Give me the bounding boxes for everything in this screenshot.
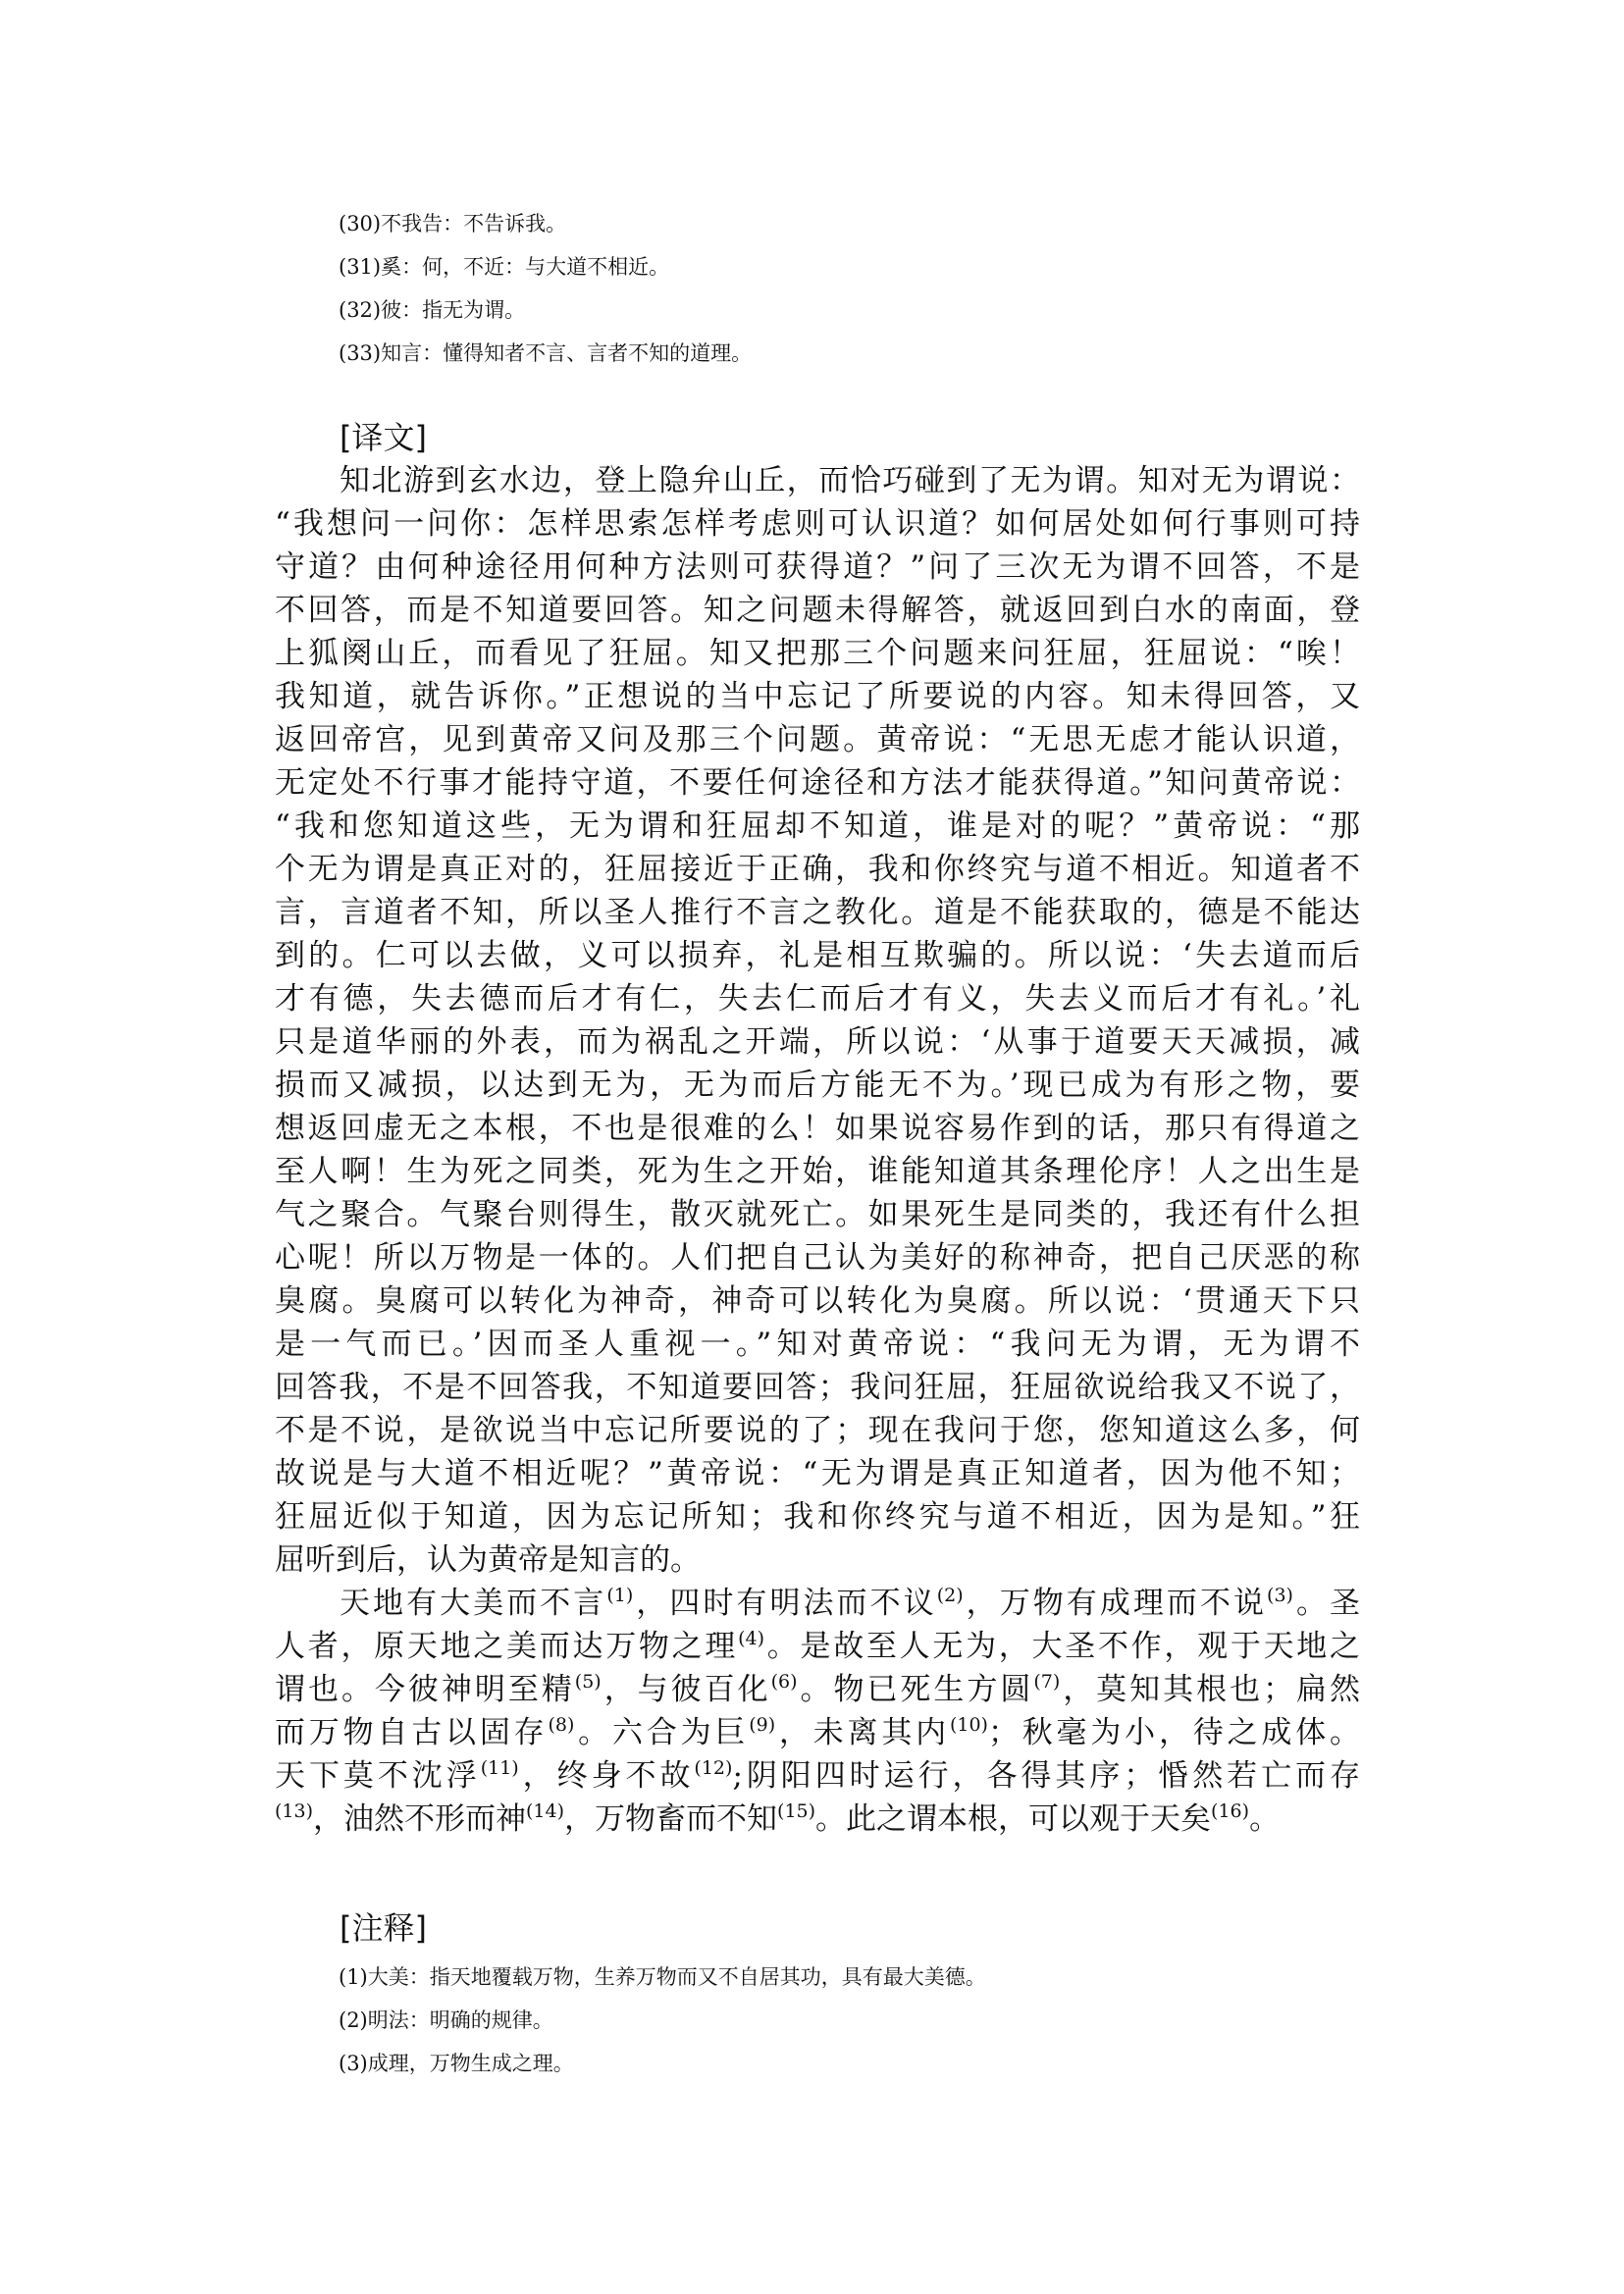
text-line: 是一气而已。’因而圣人重视一。”知对黄帝说：“我问无为谓，无为谓不 (275, 1327, 1360, 1362)
text-segment: 。 (1249, 1801, 1281, 1837)
text-segment: ，万物畜而不知 (564, 1801, 778, 1837)
footnote-marker: (2) (936, 1585, 964, 1606)
footnote-marker: (14) (526, 1800, 565, 1822)
notes-heading: [注释] (340, 1909, 427, 1947)
text-line: 到的。仁可以去做，义可以损弃，礼是相互欺骗的。所以说：‘失去道而后 (275, 938, 1360, 973)
text-line: 不回答，而是不知道要回答。知之问题未得解答，就返回到白水的南面，登 (275, 593, 1360, 628)
footnote-marker: (6) (770, 1671, 798, 1693)
text-line: 回答我，不是不回答我，不知道要回答；我问狂屈，狂屈欲说给我又不说了， (275, 1370, 1360, 1405)
text-line (275, 1711, 1360, 1754)
footnote-marker: (16) (1211, 1800, 1250, 1822)
footnote-marker: (11) (480, 1757, 519, 1779)
text-segment: ；秋毫为小，待之成体。 (987, 1715, 1360, 1750)
translation-heading: [译文] (340, 419, 427, 456)
original-text-paragraph (275, 1582, 1360, 1841)
text-segment: 人者，原天地之美而达万物之理 (275, 1629, 739, 1664)
text-line: 不是不说，是欲说当中忘记所要说的了；现在我问于您，您知道这么多，何 (275, 1413, 1360, 1448)
footnote-marker: (7) (1033, 1671, 1061, 1693)
footnote-marker: (15) (777, 1800, 816, 1822)
text-line (275, 1625, 1360, 1668)
text-segment: ，与彼百化 (601, 1672, 771, 1707)
bottom-notes-list (339, 1955, 1320, 2085)
text-line: 臭腐。臭腐可以转化为神奇，神奇可以转化为臭腐。所以说：‘贯通天下只 (275, 1283, 1360, 1319)
text-line: 才有德，失去德而后才有仁，失去仁而后才有义，失去义而后才有礼。’礼 (275, 981, 1360, 1017)
text-line: 只是道华丽的外表，而为祸乱之开端，所以说：‘从事于道要天天减损，减 (275, 1024, 1360, 1060)
note-item: (3)成理，万物生成之理。 (339, 2052, 574, 2075)
text-segment: ，油然不形而神 (313, 1801, 527, 1837)
text-line: 狂屈近似于知道，因为忘记所知；我和你终究与道不相近，因为是知。”狂 (275, 1499, 1360, 1535)
text-segment: 而万物自古以固存 (275, 1715, 549, 1750)
text-segment: 。是故至人无为，大圣不作，观于天地之 (764, 1629, 1361, 1664)
footnote-marker: (4) (738, 1628, 765, 1649)
text-segment: 。圣 (1292, 1586, 1361, 1621)
text-line (275, 1754, 1360, 1798)
text-line: 气之聚合。气聚台则得生，散灭就死亡。如果死生是同类的，我还有什么担 (275, 1197, 1360, 1232)
note-item: (31)奚：何，不近：与大道不相近。 (339, 255, 670, 279)
top-notes-list (339, 202, 1320, 375)
text-line: 言，言道者不知，所以圣人推行不言之教化。道是不能获取的，德是不能达 (275, 895, 1360, 930)
text-line: 想返回虚无之本根，不也是很难的么！如果说容易作到的话，那只有得道之 (275, 1111, 1360, 1146)
note-item: (1)大美：指天地覆载万物，生养万物而又不自居其功，具有最大美德。 (339, 1965, 986, 1989)
text-line: 个无为谓是真正对的，狂屈接近于正确，我和你终究与道不相近。知道者不 (275, 852, 1360, 887)
text-segment: 。六合为巨 (574, 1715, 750, 1750)
text-segment: ，万物有成理而不说 (963, 1586, 1268, 1621)
note-item: (2)明法：明确的规律。 (339, 2008, 553, 2032)
text-line: 无定处不行事才能持守道，不要任何途径和方法才能获得道。”知问黄帝说： (275, 765, 1360, 801)
footnote-marker: (3) (1267, 1585, 1293, 1606)
text-segment: ;阴阳四时运行，各得其序；惛然若亡而存 (732, 1758, 1360, 1794)
text-line: 知北游到玄水边，登上隐弁山丘，而恰巧碰到了无为谓。知对无为谓说： (340, 463, 1360, 498)
text-line: 屈听到后，认为黄帝是知言的。 (275, 1542, 701, 1578)
text-segment: 。物已死生方圆 (797, 1672, 1034, 1707)
text-line: “我想问一问你：怎样思索怎样考虑则可认识道？如何居处如何行事则可持 (275, 506, 1360, 542)
text-line: 至人啊！生为死之同类，死为生之开始，谁能知道其条理伦序！人之出生是 (275, 1154, 1360, 1189)
text-segment: ，四时有明法而不议 (633, 1586, 937, 1621)
text-line: 上狐阕山丘，而看见了狂屈。知又把那三个问题来问狂屈，狂屈说：“唉！ (275, 636, 1360, 671)
text-line (275, 1798, 1360, 1841)
footnote-marker: (9) (749, 1714, 776, 1736)
text-line: 故说是与大道不相近呢？”黄帝说：“无为谓是真正知道者，因为他不知； (275, 1456, 1360, 1491)
footnote-marker: (8) (548, 1714, 575, 1736)
note-item: (30)不我告：不告诉我。 (339, 212, 567, 235)
text-segment: ，莫知其根也；扁然 (1060, 1672, 1361, 1707)
text-line: 守道？由何种途径用何种方法则可获得道？”问了三次无为谓不回答，不是 (275, 549, 1360, 585)
text-line: 返回帝宫，见到黄帝又问及那三个问题。黄帝说：“无思无虑才能认识道， (275, 722, 1360, 757)
text-line: 我知道，就告诉你。”正想说的当中忘记了所要说的内容。知未得回答，又 (275, 679, 1360, 714)
text-segment: 天下莫不沈浮 (275, 1758, 481, 1794)
footnote-marker: (10) (949, 1714, 988, 1736)
text-line: 损而又减损，以达到无为，无为而后方能无不为。’现已成为有形之物，要 (275, 1068, 1360, 1103)
footnote-marker: (1) (606, 1585, 634, 1606)
text-segment: 天地有大美而不言 (340, 1586, 607, 1621)
text-line (275, 1668, 1360, 1711)
note-item: (33)知言：懂得知者不言、言者不知的道理。 (339, 341, 753, 365)
note-item: (32)彼：指无为谓。 (339, 298, 526, 322)
text-segment: 谓也。今彼神明至精 (275, 1672, 575, 1707)
text-line (275, 1582, 1360, 1625)
translation-paragraph (275, 459, 1360, 1582)
footnote-marker: (5) (574, 1671, 602, 1693)
text-segment: ，终身不故 (518, 1758, 695, 1794)
text-line: “我和您知道这些，无为谓和狂屈却不知道，谁是对的呢？”黄帝说：“那 (275, 808, 1360, 844)
text-line: 心呢！所以万物是一体的。人们把自己认为美好的称神奇，把自己厌恶的称 (275, 1240, 1360, 1276)
footnote-marker: (13) (275, 1800, 314, 1822)
footnote-marker: (12) (694, 1757, 733, 1779)
text-segment: 。此之谓本根，可以观于天矣 (815, 1801, 1212, 1837)
text-segment: ，未离其内 (775, 1715, 950, 1750)
